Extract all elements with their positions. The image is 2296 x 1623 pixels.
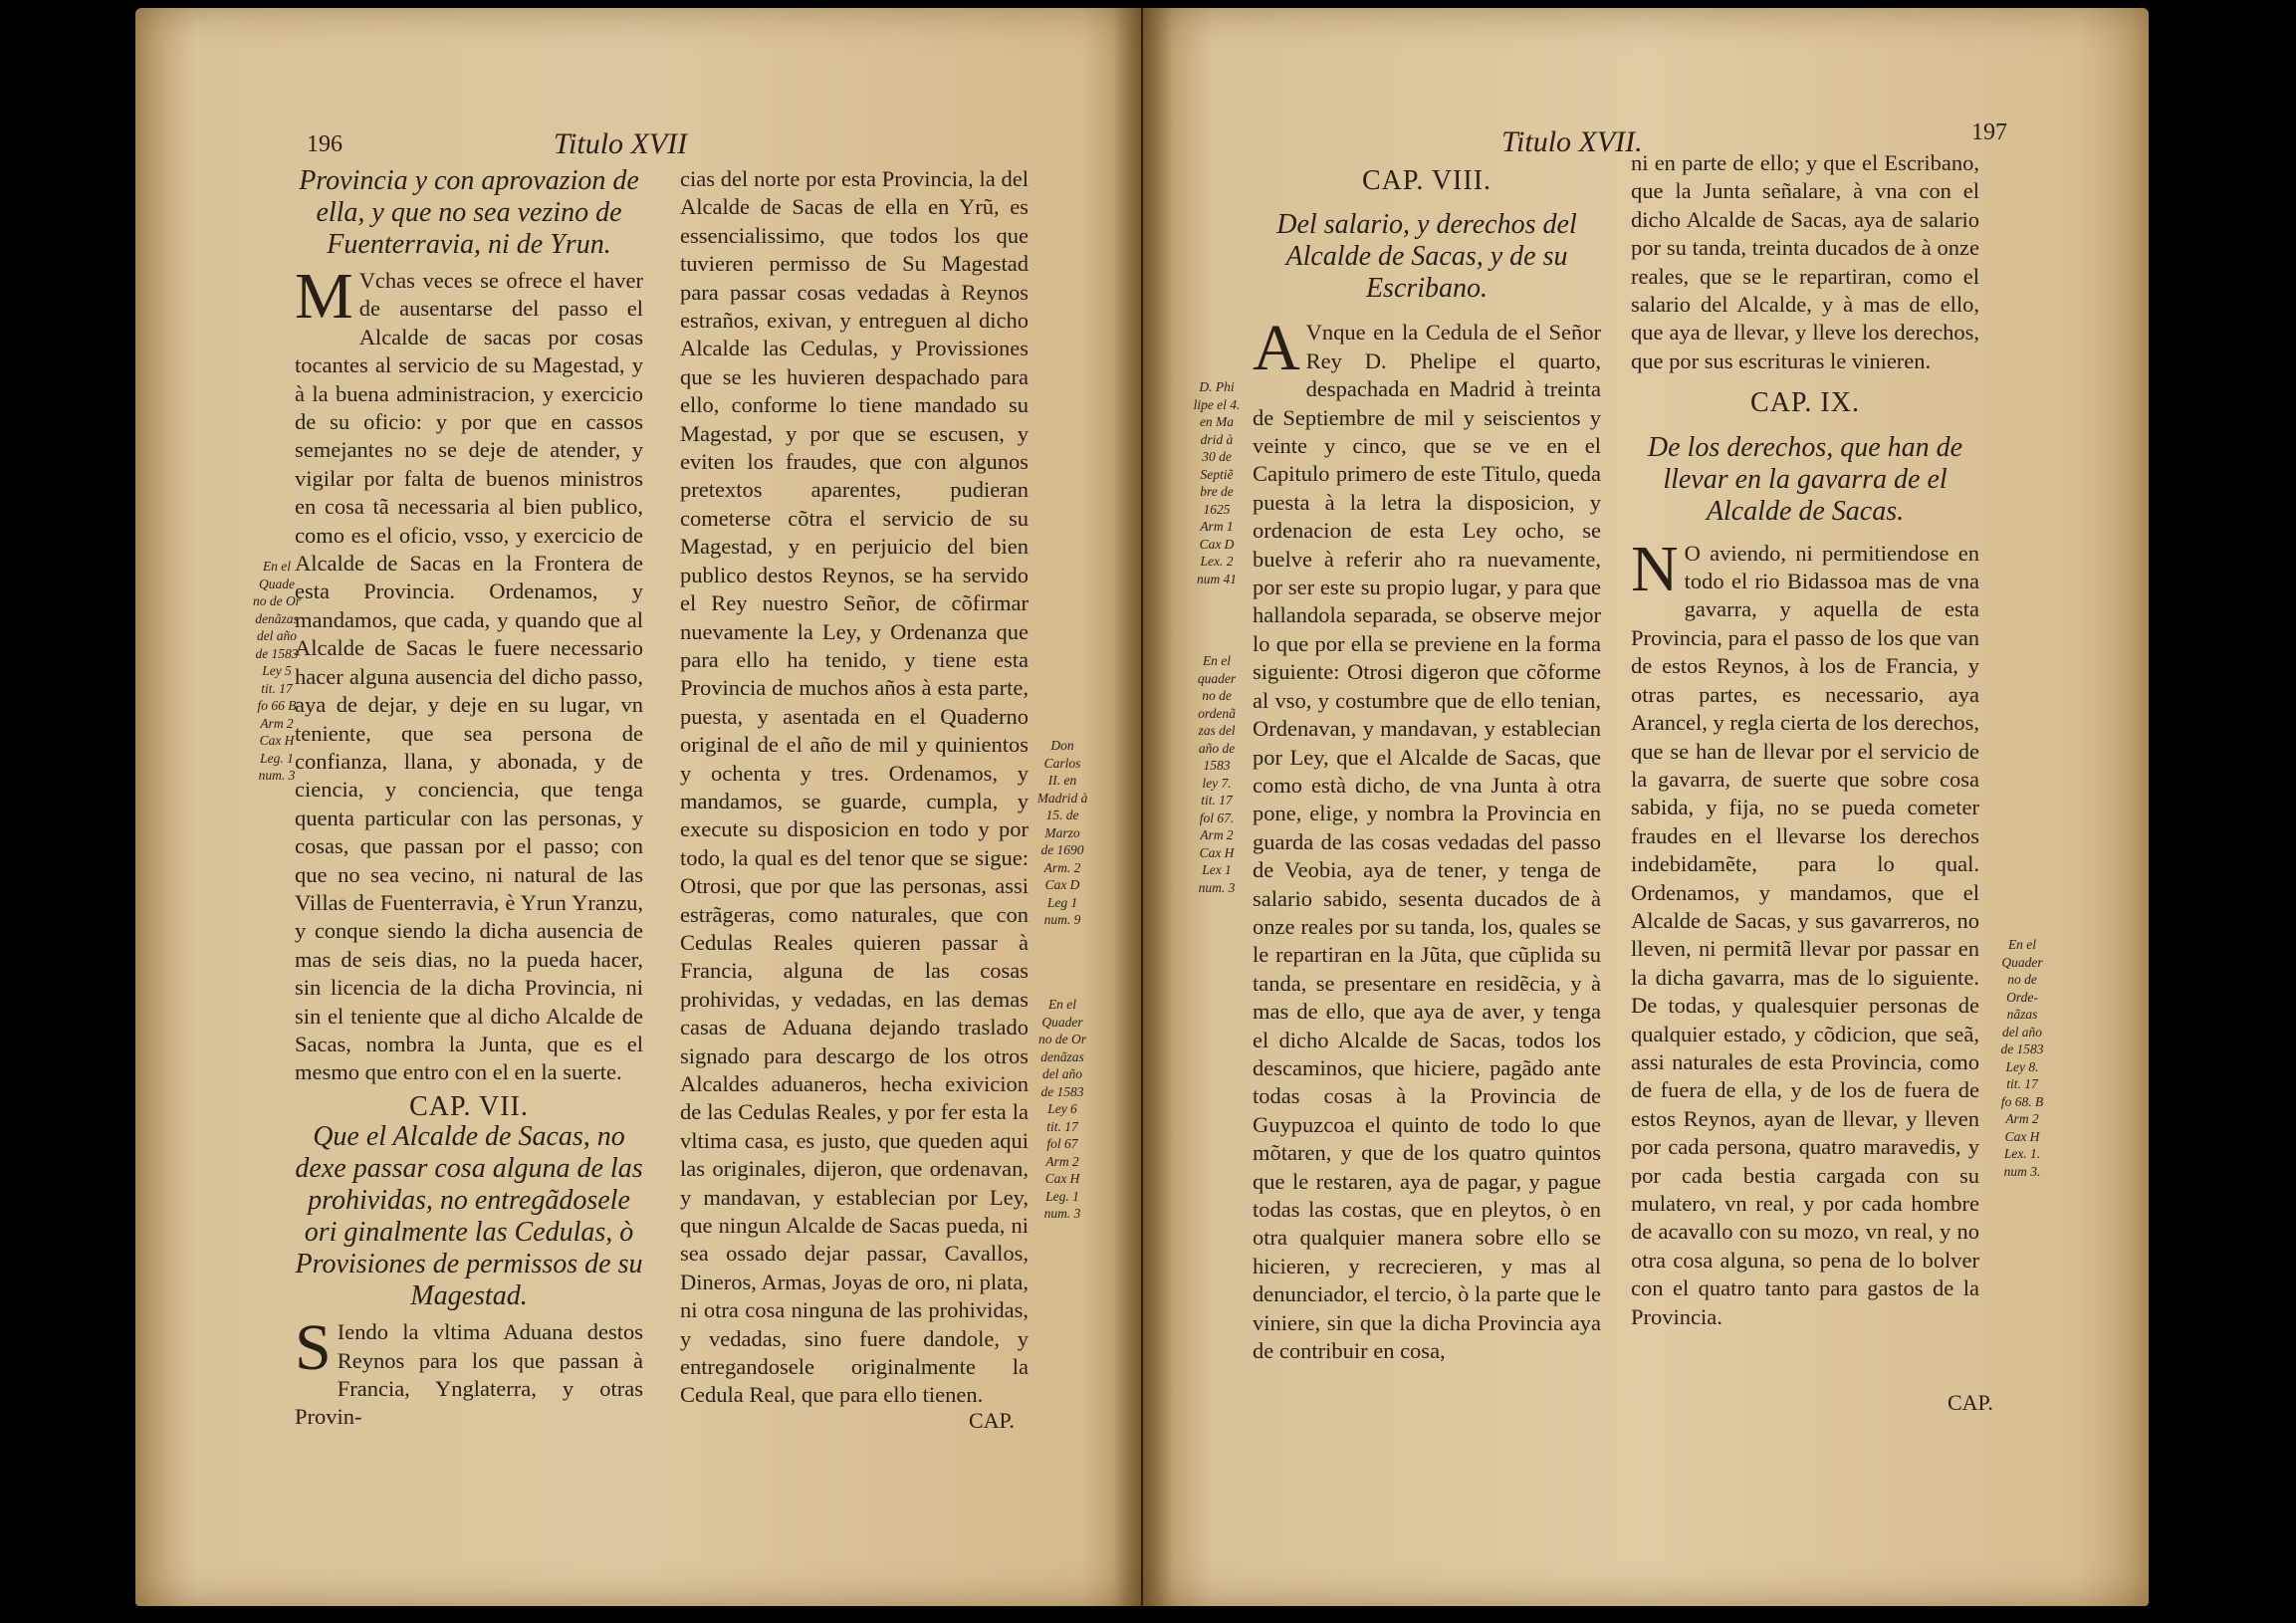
drop-cap: N xyxy=(1631,532,1679,605)
margin-note: En el Quader no de Or denãzas del año de 1583 Ley 6 tit. 17 fol 67 Arm 2 Cax H Leg. 1 num. 3 xyxy=(1038,997,1086,1221)
open-book xyxy=(117,0,2181,1623)
margin-note: D. Phi lipe el 4. en Ma drid à 30 de Septiẽ bre de 1625 Arm 1 Cax D Lex. 2 num 41 xyxy=(1193,379,1241,586)
margin-note: En el quader no de ordenã zas del año de 1583 ley 7. tit. 17 fol 67. Arm 2 Cax H Lex 1 num. 3 xyxy=(1197,653,1237,895)
chapter-title: Del salario, y derechos del Alcalde de Sacas, y de su Escribano. xyxy=(1276,209,1577,305)
left-column-1 xyxy=(295,165,643,1432)
chapter-heading: CAP. VIII. xyxy=(1361,165,1492,196)
paragraph: N O aviendo, ni permitiendose en todo el rio Bidassoa mas de vna gavarra, y aquella de esta Provincia, para el passo de los que van de estos Reynos, à los de Francia, y otras partes, es necessario, aya Arancel, y regla cierta de los derechos, que se han de llevar por el servicio de la gavarra, de suerte que sobre cosa sabida, y fija, no se pueda cometer fraudes en el llevarse los derechos indebidamẽte, para lo qual. Ordenamos, y mandamos, que el Alcalde de Sacas, y sus gavarreros, no lleven, ni permitã llevar por passar en la dicha gavarra, mas de lo siguiente. De todas, y qualesquier personas de qualquier estado, y cõdicion, que seã, assi naturales de esta Provincia, como de fuera de ella, y de los de fuera de estos Reynos, ayan de llevar, y lleven por cada persona, quatro maravedis, y por cada bestia cargada con su mulatero, vn real, y por cada hombre de acavallo con su mozo, vn real, y no otra cosa alguna, so pena de lo bolver con el quatro tanto para gastos de la Provincia. xyxy=(1631,532,1979,1329)
paragraph: cias del norte por esta Provincia, la del Alcalde de Sacas de ella en Yrũ, es essencialissimo, que todos los que tuvieren permisso de Su Magestad para passar cosas vedadas à Reynos estraños, exivan, y entreguen al dicho Alcalde las Cedulas, y Provissiones que se les huvieren despachado para ello, conforme lo tiene mandado su Magestad, y por que se escusen, y eviten los fraudes, que con algunos pretextos aparentes, pudieran cometerse cõtra el servicio de su Magestad, y en perjuicio del bien publico destos Reynos, se ha servido el Rey nuestro Señor, de cõfirmar nuevamente la Ley, y Ordenanza que para ello ha tenido, y tiene esta Provincia de muchos años à esta parte, puesta, y asentada en el Quaderno original de el año de mil y quinientos y ochenta y tres. Ordenamos, y mandamos, se guarde, cumpla, y execute su disposicion en todo y por todo, la qual es del tenor que se sigue: Otrosi, que por que las personas, assi estrãgeras, como naturales, que con Cedulas Reales quieren passar à Francia, alguna de las cosas prohividas, y vedadas, en las demas casas de Aduana dejando traslado signado para descargo de los otros Alcaldes aduaneros, hecha exivicion de las Cedulas Reales, y por fer esta la vltima casa, es justo, que queden aqui las originales, dijeron, que ordenavan, y mandavan, y establecian por Ley, que ningun Alcalde de Sacas pueda, ni sea ossado dejar passar, Cavallos, Dineros, Armas, Joyas de oro, ni plata, ni otra cosa ninguna de las prohividas, y vedadas, sino fuere dandole, y entregandosele originalmente la Cedula Real, que para ello tienen. xyxy=(680,166,1029,1408)
right-column-1 xyxy=(1253,167,1601,1365)
paragraph: A Vnque en la Cedula de el Señor Rey D. Phelipe el quarto, despachada en Madrid à treinta de Septiembre de mil y seiscientos y veinte y cinco, que se ve en el Capitulo primero de este Titulo, queda puesta à la letra la disposicion, y ordenacion de esta Ley ocho, se buelve à referir aho ra nuevamente, por ser este su propio lugar, y para que hallandola separada, se observe mejor lo que por ella se previene en la forma siguiente: Otrosi digeron que cõforme al vso, y costumbre que de ello tenian, Ordenavan, y mandavan, y establecian por Ley, que el Alcalde de Sacas, que como està dicho, de vna Junta à otra pone, elige, y nombra la Provincia en guarda de las cosas vedadas del passo de Veobia, aya de tener, y tenga de salario sabido, sesenta ducados de à onze reales por su tanda, los, quales se le repartiran en la Jũta, que cũplida su tanda, se presentare en residẽcia, y à mas de ello, que aya de aver, y tenga el dicho Alcalde de Sacas, todos los descaminos, que hiciere, pagãdo ante todas cosas à la Provincia de Guypuzcoa el quinto de todo lo que mõtaren, y que de los quatro quintos que le restaren, aya de pagar, y pague todas las costas, que en pleytos, ò en otra qualquier manera sobre ello se hicieren, y recrecieren, y mas al denunciador, el tercio, ò la parte que le viniere, sin que la dicha Provincia aya de contribuir en cosa, xyxy=(1253,312,1601,1364)
chapter-heading: CAP. VII. xyxy=(409,1090,529,1122)
drop-cap: S xyxy=(295,1311,332,1385)
page-number: 196 xyxy=(307,131,343,157)
running-head: Titulo XVII xyxy=(554,127,688,160)
chapter-title-continued: Provincia y con aprovazion de ella, y que no sea vezino de Fuenterravia, ni de Yrun. xyxy=(299,165,639,260)
margin-note: En el Quade no de Or denãzas del año de 1583 Ley 5 tit. 17 fo 66 B Arm 2 Cax H Leg. 1 num. 3 xyxy=(253,559,301,783)
left-column-2 xyxy=(680,165,1029,1410)
drop-cap: M xyxy=(295,260,353,333)
drop-cap: A xyxy=(1253,312,1300,385)
book-gutter xyxy=(1113,8,1173,1606)
running-head: Titulo XVII. xyxy=(1501,125,1643,158)
paragraph: S Iendo la vltima Aduana destos Reynos para los que passan à Francia, Ynglaterra, y otras Provin- xyxy=(295,1311,643,1430)
margin-note: En el Quader no de Orde- nãzas del año de 1583 Ley 8. tit. 17 fo 68. B Arm 2 Cax H Lex. 1. num 3. xyxy=(2000,937,2044,1179)
chapter-heading: CAP. IX. xyxy=(1750,387,1860,419)
catchword: CAP. xyxy=(969,1408,1015,1433)
paragraph: ni en parte de ello; y que el Escribano, que la Junta señalare, à vna con el dicho Alcalde de Sacas, aya de salario por su tanda, treinta ducados de à onze reales, que se le repartiran, como el salario del Alcalde, y à mas de ello, que aya de llevar, y lleve los derechos, que por sus escrituras le vinieren. xyxy=(1631,150,1979,373)
chapter-title: De los derechos, que han de llevar en la gavarra de el Alcalde de Sacas. xyxy=(1647,431,1963,527)
margin-note: Don Carlos II. en Madrid à 15. de Marzo de 1690 Arm. 2 Cax D Leg 1 num. 9 xyxy=(1036,738,1088,927)
catchword: CAP. xyxy=(1948,1390,1993,1415)
right-column-2 xyxy=(1631,149,1979,1331)
paragraph: M Vchas veces se ofrece el haver de ausentarse del passo el Alcalde de sacas por cosas tocantes al servicio de su Magestad, y à la buena administracion, y exercicio de su oficio: y por que en cassos semejantes no se deje de atender, y vigilar por falta de buenos ministros en cosa tã necessaria al bien publico, como es el oficio, vsso, y exercicio de Alcalde de Sacas en la Frontera de esta Provincia. Ordenamos, y mandamos, que cada, y quando que al Alcalde de Sacas le fuere necessario hacer alguna ausencia del dicho passo, aya de dejar, y deje en su lugar, vn teniente, que sea persona de confianza, llana, y abonada, y de ciencia, y conciencia, que tenga quenta particular con las personas, y cosas, que passan por el passo; con que no sea vecino, ni natural de las Villas de Fuenterravia, è Yrun Yranzu, y conque siendo la dicha ausencia de mas de seis dias, no la pueda hacer, sin licencia de la dicha Provincia, ni sin el teniente que al dicho Alcalde de Sacas, nombra la Junta, que es el mesmo que entro con el en la suerte. xyxy=(295,260,643,1085)
chapter-title: Que el Alcalde de Sacas, no dexe passar cosa alguna de las prohividas, no entregãdosele ori ginalmente las Cedulas, ò Provisiones de permissos de su Magestad. xyxy=(295,1121,643,1312)
page-number: 197 xyxy=(1971,119,2007,145)
